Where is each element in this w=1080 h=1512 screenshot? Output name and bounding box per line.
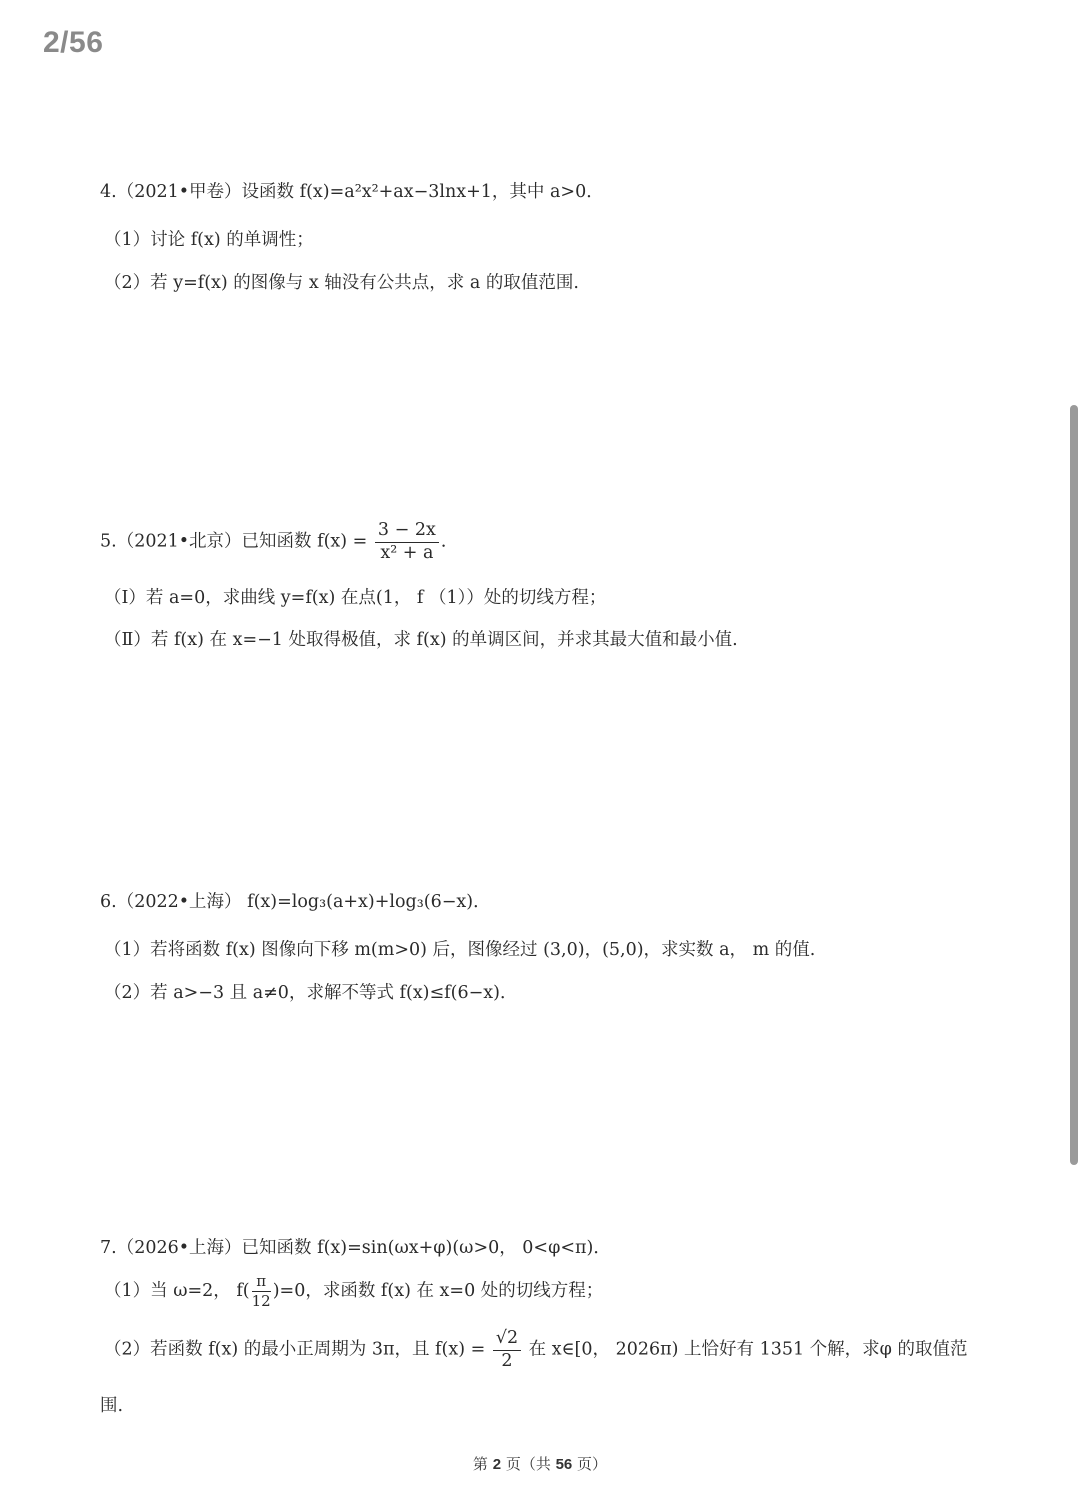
scrollbar[interactable]	[1070, 405, 1078, 1165]
problem-6-part-1: （1）若将函数 f(x) 图像向下移 m(m>0) 后，图像经过 (3,0)，(5,0)，求实数 a， m 的值.	[104, 940, 816, 960]
problem-7-statement: 7.（2026•上海）已知函数 f(x)=sin(ωx+φ)(ω>0， 0<φ<π)．	[100, 1238, 611, 1258]
problem-5-head-text: 5.（2021•北京）已知函数 f(x) =	[100, 531, 373, 552]
problem-5-fraction	[375, 522, 439, 562]
fraction-denominator: 2	[501, 1350, 513, 1371]
footer-middle: 页（共	[501, 1455, 556, 1473]
problem-7-part-1	[104, 1274, 603, 1309]
problem-7-part-1-suffix: )=0，求函数 f(x) 在 x=0 处的切线方程；	[272, 1281, 604, 1301]
footer-total-pages: 56	[555, 1456, 573, 1473]
problem-7-part-2-fraction	[493, 1330, 521, 1370]
page-footer	[0, 1453, 1080, 1474]
fraction-numerator: √2	[493, 1330, 521, 1351]
problem-7-part-2-prefix: （2）若函数 f(x) 的最小正周期为 3π，且 f(x) =	[104, 1339, 491, 1360]
problem-7-part-2-continuation: 围.	[100, 1396, 124, 1416]
problem-4-statement: 4.（2021•甲卷）设函数 f(x)=a²x²+ax−3lnx+1，其中 a>0．	[100, 182, 604, 202]
problem-7-part-2-suffix: 在 x∈[0， 2026π) 上恰好有 1351 个解，求φ 的取值范	[523, 1339, 968, 1360]
fraction-numerator: 3 − 2x	[375, 522, 439, 543]
problem-5-part-2: （Ⅱ）若 f(x) 在 x=−1 处取得极值，求 f(x) 的单调区间，并求其最大值和最小值.	[104, 630, 738, 650]
problem-5-part-1: （Ⅰ）若 a=0，求曲线 y=f(x) 在点(1， f （1））处的切线方程；	[104, 588, 607, 608]
problem-5-statement	[100, 522, 458, 562]
footer-suffix: 页）	[572, 1455, 608, 1473]
problem-4-part-2: （2）若 y=f(x) 的图像与 x 轴没有公共点，求 a 的取值范围.	[104, 273, 579, 293]
problem-7-part-2	[104, 1330, 968, 1370]
footer-prefix: 第	[472, 1455, 493, 1473]
problem-6-part-2: （2）若 a>−3 且 a≠0，求解不等式 f(x)≤f(6−x)．	[104, 983, 518, 1003]
problem-4-part-1: （1）讨论 f(x) 的单调性；	[104, 230, 314, 250]
fraction-denominator: 12	[251, 1292, 271, 1310]
fraction-numerator: π	[252, 1274, 271, 1292]
fraction-denominator: x² + a	[380, 542, 434, 563]
problem-5-head-suffix: ．	[440, 531, 459, 552]
problem-7-part-1-prefix: （1）当 ω=2， f(	[104, 1281, 250, 1301]
problem-6-statement: 6.（2022•上海） f(x)=log₃(a+x)+log₃(6−x)．	[100, 892, 491, 912]
page-indicator: 2/56	[43, 26, 104, 59]
footer-page-number: 2	[492, 1456, 502, 1473]
problem-7-part-1-fraction	[252, 1274, 271, 1309]
